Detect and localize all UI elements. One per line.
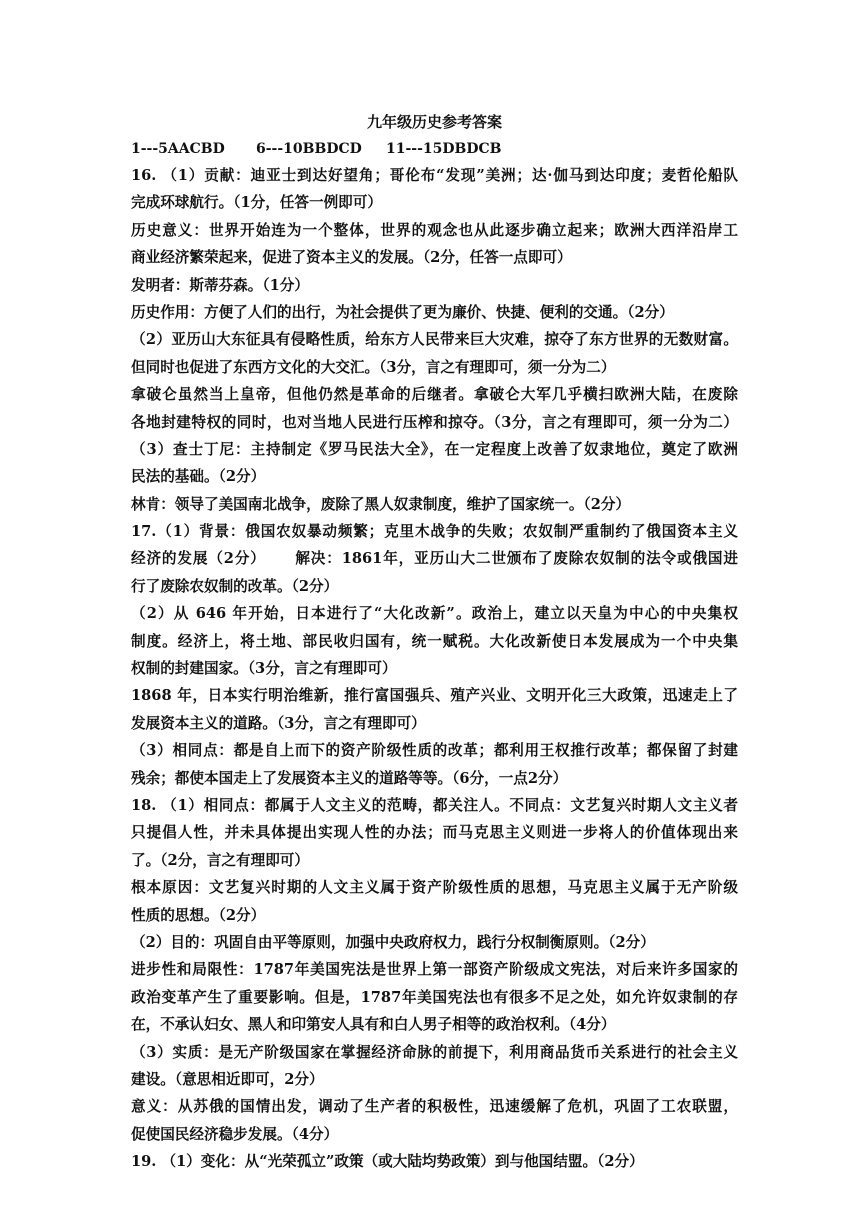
answer-line: 残余；都使本国走上了发展资本主义的道路等等。（6分，一点2分） bbox=[131, 769, 568, 787]
answer-line: 各地封建特权的同时，也对当地人民进行压榨和掠夺。（3分，言之有理即可，须一分为二） bbox=[131, 413, 738, 431]
answer-line: 历史作用：方便了人们的出行，为社会提供了更为廉价、快捷、便利的交通。（2分） bbox=[131, 303, 674, 321]
answer-line: 在，不承认妇女、黑人和印第安人具有和白人男子相等的政治权利。（4分） bbox=[131, 1016, 616, 1034]
answer-line: 拿破仑虽然当上皇帝，但他仍然是革命的后继者。拿破仑大军几乎横扫欧洲大陆，在废除 bbox=[131, 386, 738, 404]
answer-line: （2）从 646 年开始，日本进行了“大化改新”。政治上，建立以天皇为中心的中央集权 bbox=[131, 605, 738, 623]
answer-line: （3）查士丁尼：主持制定《罗马民法大全》，在一定程度上改善了奴隶地位，奠定了欧洲 bbox=[131, 440, 738, 458]
answer-line: 17.（1）背景：俄国农奴暴动频繁；克里木战争的失败；农奴制严重制约了俄国资本主义 bbox=[131, 523, 738, 541]
choice-answer-6-10: 6---10BBDCD bbox=[256, 141, 362, 157]
answer-line: （3）相同点：都是自上而下的资产阶级性质的改革；都利用王权推行改革；都保留了封建 bbox=[131, 742, 738, 760]
answer-line: 进步性和局限性：1787年美国宪法是世界上第一部资产阶级成文宪法，对后来许多国家的 bbox=[131, 961, 738, 979]
document-title: 九年级历史参考答案 bbox=[366, 113, 502, 131]
answer-line: 18. （1）相同点：都属于人文主义的范畴，都关注人。不同点：文艺复兴时期人文主义者 bbox=[131, 796, 738, 814]
answer-body bbox=[131, 162, 738, 1175]
answer-line: 发展资本主义的道路。（3分，言之有理即可） bbox=[131, 714, 426, 732]
answer-line: 行了废除农奴制的改革。（2分） bbox=[131, 577, 339, 595]
answer-line: 性质的思想。（2分） bbox=[131, 906, 266, 924]
answer-line: 经济的发展（2分） 解决：1861年，亚历山大二世颁布了废除农奴制的法令或俄国进 bbox=[131, 550, 738, 568]
answer-line: 权制的封建国家。（3分，言之有理即可） bbox=[131, 660, 397, 678]
answer-line: 只提倡人性，并未具体提出实现人性的办法；而马克思主义则进一步将人的价值体现出来 bbox=[131, 824, 738, 842]
answer-line: 根本原因：文艺复兴时期的人文主义属于资产阶级性质的思想，马克思主义属于无产阶级 bbox=[131, 879, 738, 897]
answer-line: 发明者：斯蒂芬森。（1分） bbox=[131, 276, 309, 294]
answer-line: 了。（2分，言之有理即可） bbox=[131, 851, 309, 869]
choice-answer-11-15: 11---15DBDCB bbox=[386, 141, 502, 157]
answer-line: 完成环球航行。（1分，任答一例即可） bbox=[131, 194, 382, 212]
answer-line: 建设。（意思相近即可，2分） bbox=[131, 1070, 324, 1088]
answer-line: 1868 年，日本实行明治维新，推行富国强兵、殖产兴业、文明开化三大政策，迅速走上了 bbox=[131, 687, 738, 705]
answer-line: 促使国民经济稳步发展。（4分） bbox=[131, 1125, 339, 1143]
answer-line: （2）亚历山大东征具有侵略性质，给东方人民带来巨大灾难，掠夺了东方世界的无数财富。 bbox=[131, 331, 738, 349]
answer-line: 商业经济繁荣起来，促进了资本主义的发展。（2分，任答一点即可） bbox=[131, 249, 572, 267]
answer-line: 历史意义：世界开始连为一个整体，世界的观念也从此逐步确立起来；欧洲大西洋沿岸工 bbox=[131, 221, 738, 239]
answer-line: 林肯：领导了美国南北战争，废除了黑人奴隶制度，维护了国家统一。（2分） bbox=[131, 495, 631, 513]
answer-line: 制度。经济上，将土地、部民收归国有，统一赋税。大化改新使日本发展成为一个中央集 bbox=[131, 632, 738, 650]
answer-line: 民法的基础。（2分） bbox=[131, 468, 266, 486]
answer-line: 16. （1）贡献：迪亚士到达好望角；哥伦布“发现”美洲；达·伽马到达印度；麦哲伦船队 bbox=[131, 167, 738, 184]
answer-line: （2）目的：巩固自由平等原则，加强中央政府权力，践行分权制衡原则。（2分） bbox=[131, 933, 655, 951]
answer-line: 但同时也促进了东西方文化的大交汇。（3分，言之有理即可，须一分为二） bbox=[131, 358, 616, 376]
choice-answer-1-5: 1---5AACBD bbox=[131, 141, 225, 157]
answer-line: （3）实质：是无产阶级国家在掌握经济命脉的前提下，利用商品货币关系进行的社会主义 bbox=[131, 1043, 738, 1061]
answer-line: 意义：从苏俄的国情出发，调动了生产者的积极性，迅速缓解了危机，巩固了工农联盟， bbox=[131, 1098, 738, 1116]
choice-answers-row bbox=[131, 136, 738, 162]
answer-document bbox=[131, 108, 738, 1175]
answer-line: 政治变革产生了重要影响。但是，1787年美国宪法也有很多不足之处，如允许奴隶制的存 bbox=[131, 988, 738, 1006]
answer-line: 19. （1）变化：从“光荣孤立”政策（或大陆均势政策）到与他国结盟。（2分） bbox=[131, 1153, 644, 1171]
